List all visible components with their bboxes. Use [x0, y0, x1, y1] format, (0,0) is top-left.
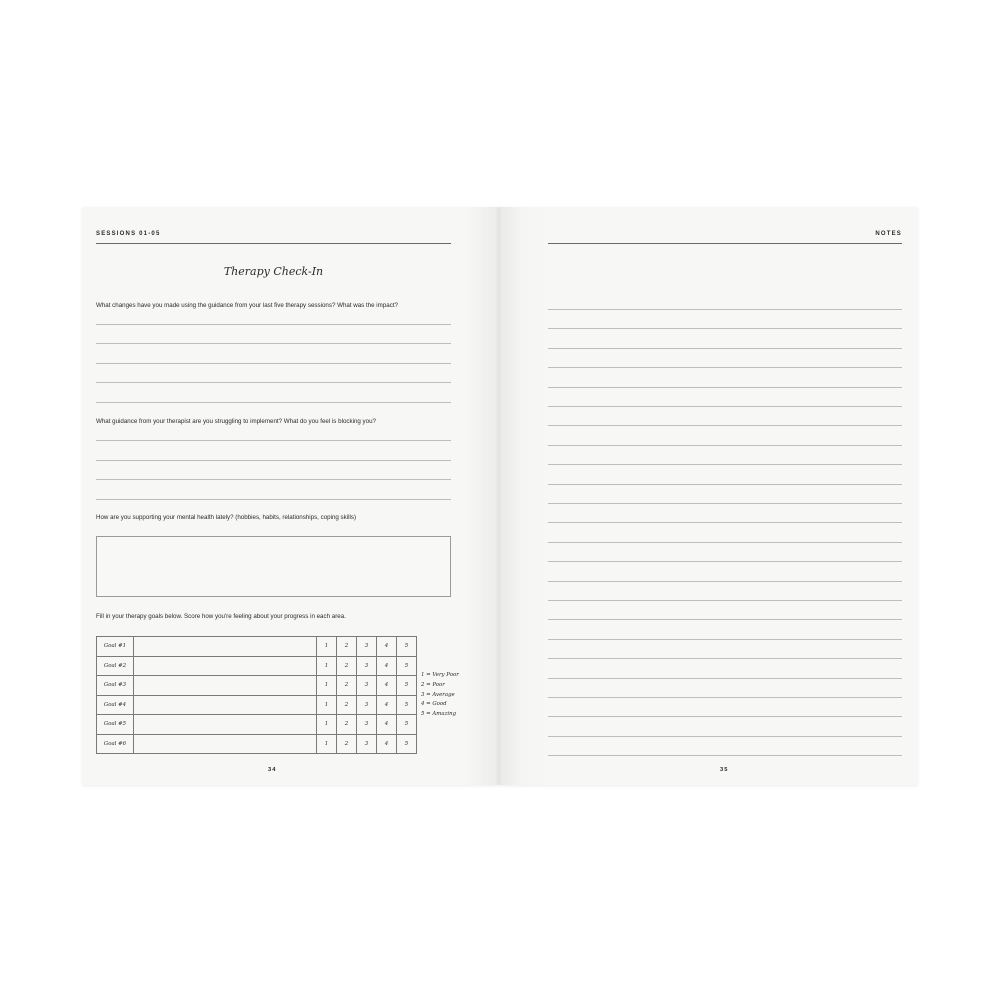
writing-line[interactable] [96, 440, 451, 441]
notes-line[interactable] [548, 716, 902, 717]
notes-line[interactable] [548, 678, 902, 679]
legend-item: 5 = Amazing [421, 711, 457, 718]
left-page-header: SESSIONS 01-05 [96, 231, 161, 237]
notes-line[interactable] [548, 484, 902, 485]
score-option[interactable]: 3 [357, 656, 377, 676]
score-legend [421, 671, 459, 720]
score-option[interactable]: 2 [337, 695, 357, 715]
goal-write-in[interactable] [134, 734, 317, 754]
score-option[interactable]: 3 [357, 734, 377, 754]
page-title: Therapy Check-In [223, 265, 324, 278]
notes-line[interactable] [548, 542, 902, 543]
notes-line[interactable] [548, 387, 902, 388]
goal-label: Goal #5 [97, 715, 134, 735]
page-number: 35 [720, 767, 729, 773]
left-header-rule [96, 243, 451, 244]
notes-line[interactable] [548, 619, 902, 620]
writing-line[interactable] [96, 343, 451, 344]
notes-line[interactable] [548, 328, 902, 329]
goal-row [97, 637, 417, 657]
writing-line[interactable] [96, 363, 451, 364]
right-page-header: NOTES [875, 231, 902, 237]
notes-line[interactable] [548, 445, 902, 446]
goal-row [97, 715, 417, 735]
notes-line[interactable] [548, 503, 902, 504]
notes-line[interactable] [548, 367, 902, 368]
question-3: How are you supporting your mental health lately? (hobbies, habits, relationships, coping skills) [96, 514, 357, 521]
goal-row [97, 734, 417, 754]
writing-line[interactable] [96, 460, 451, 461]
score-option[interactable]: 4 [377, 695, 397, 715]
writing-line[interactable] [96, 402, 451, 403]
goal-row [97, 695, 417, 715]
notes-line[interactable] [548, 639, 902, 640]
notes-line[interactable] [548, 736, 902, 737]
legend-item: 4 = Good [421, 701, 447, 708]
goal-label: Goal #1 [97, 637, 134, 657]
score-option[interactable]: 1 [317, 695, 337, 715]
goal-write-in[interactable] [134, 656, 317, 676]
writing-line[interactable] [96, 382, 451, 383]
right-header-rule [548, 243, 902, 244]
score-option[interactable]: 5 [397, 676, 417, 696]
goal-label: Goal #3 [97, 676, 134, 696]
question-1: What changes have you made using the guidance from your last five therapy sessions? What was the impact? [96, 302, 398, 309]
score-option[interactable]: 1 [317, 676, 337, 696]
score-option[interactable]: 5 [397, 695, 417, 715]
score-option[interactable]: 4 [377, 656, 397, 676]
goal-write-in[interactable] [134, 637, 317, 657]
score-option[interactable]: 2 [337, 676, 357, 696]
goal-label: Goal #2 [97, 656, 134, 676]
notes-line[interactable] [548, 755, 902, 756]
notes-line[interactable] [548, 406, 902, 407]
question-4: Fill in your therapy goals below. Score how you're feeling about your progress in each area. [96, 613, 346, 620]
notes-line[interactable] [548, 561, 902, 562]
page-number: 34 [268, 767, 277, 773]
legend-item: 2 = Poor [421, 681, 445, 688]
score-option[interactable]: 2 [337, 734, 357, 754]
score-option[interactable]: 3 [357, 695, 377, 715]
notes-line[interactable] [548, 581, 902, 582]
goal-row [97, 676, 417, 696]
score-option[interactable]: 4 [377, 715, 397, 735]
answer-box[interactable] [96, 536, 451, 597]
goal-row [97, 656, 417, 676]
goal-write-in[interactable] [134, 715, 317, 735]
score-option[interactable]: 4 [377, 734, 397, 754]
writing-line[interactable] [96, 324, 451, 325]
notes-line[interactable] [548, 697, 902, 698]
score-option[interactable]: 1 [317, 715, 337, 735]
notes-line[interactable] [548, 348, 902, 349]
notes-line[interactable] [548, 309, 902, 310]
score-option[interactable]: 5 [397, 637, 417, 657]
score-option[interactable]: 1 [317, 656, 337, 676]
notes-line[interactable] [548, 425, 902, 426]
score-option[interactable]: 5 [397, 656, 417, 676]
score-option[interactable]: 5 [397, 715, 417, 735]
score-option[interactable]: 3 [357, 715, 377, 735]
legend-item: 1 = Very Poor [421, 672, 459, 678]
score-option[interactable]: 3 [357, 637, 377, 657]
score-option[interactable]: 5 [397, 734, 417, 754]
legend-item: 3 = Average [421, 691, 455, 698]
notes-line[interactable] [548, 464, 902, 465]
goal-label: Goal #6 [97, 734, 134, 754]
score-option[interactable]: 3 [357, 676, 377, 696]
score-option[interactable]: 4 [377, 637, 397, 657]
left-page [82, 207, 498, 785]
score-option[interactable]: 1 [317, 637, 337, 657]
writing-line[interactable] [96, 499, 451, 500]
notes-line[interactable] [548, 658, 902, 659]
goal-label: Goal #4 [97, 695, 134, 715]
score-option[interactable]: 2 [337, 715, 357, 735]
book-gutter [495, 207, 503, 785]
notes-line[interactable] [548, 522, 902, 523]
notebook-spread [82, 207, 918, 785]
notes-line[interactable] [548, 600, 902, 601]
question-2: What guidance from your therapist are you struggling to implement? What do you feel is blocking you? [96, 418, 376, 425]
goal-write-in[interactable] [134, 676, 317, 696]
score-option[interactable]: 4 [377, 676, 397, 696]
goals-table [96, 636, 417, 754]
right-page [500, 207, 918, 785]
writing-line[interactable] [96, 479, 451, 480]
score-option[interactable]: 1 [317, 734, 337, 754]
goal-write-in[interactable] [134, 695, 317, 715]
score-option[interactable]: 2 [337, 656, 357, 676]
score-option[interactable]: 2 [337, 637, 357, 657]
